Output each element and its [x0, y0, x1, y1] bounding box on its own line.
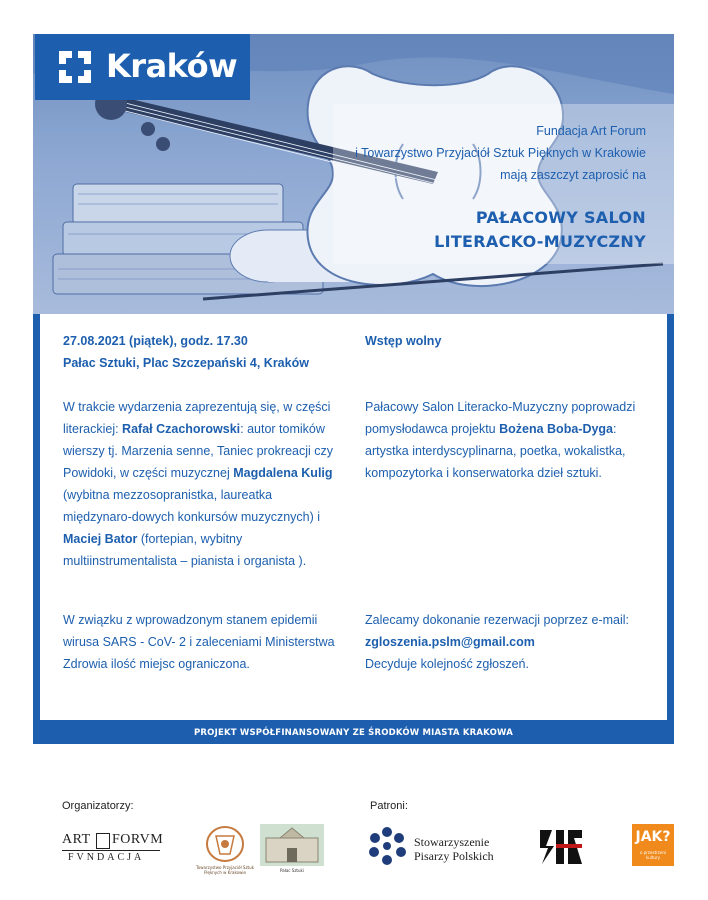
performer-name: Maciej Bator [63, 532, 138, 546]
jak-subtitle: o przestrzeni kultury [640, 850, 666, 860]
organizers-label: Organizatorzy: [62, 800, 134, 812]
invitation-line-1: Fundacja Art Forum [536, 124, 646, 138]
jak-title: JAK? [635, 829, 671, 845]
entry-free: Wstęp wolny [365, 334, 442, 348]
email-link[interactable]: zgloszenia.pslm@gmail.com [365, 635, 535, 649]
reservation-order-line: Decyduje kolejność zgłoszeń. [365, 657, 529, 671]
epidemic-notice [63, 609, 348, 675]
reservation-info [365, 609, 655, 675]
event-title-line-1: PAŁACOWY SALON [475, 208, 646, 227]
performer-name: Magdalena Kulig [233, 466, 333, 480]
event-title [434, 206, 646, 254]
entry-info [365, 330, 645, 352]
art-forum-logo[interactable] [62, 832, 164, 866]
palac-sztuki-logo[interactable] [260, 824, 324, 880]
spp-name-line-2: Pisarzy Polskich [414, 849, 494, 863]
spam-logo[interactable] [538, 826, 584, 866]
palac-caption: Pałac Sztuki [280, 868, 304, 873]
reservation-line: Zalecamy dokonanie rezerwacji poprzez e-mail: [365, 613, 630, 627]
desc-text: : artystka interdyscyplinarna, poetka, wokalistka, kompozytorka i konserwatorka dzieł sztuki. [365, 422, 626, 480]
invitation-text [355, 120, 646, 186]
event-venue: Pałac Sztuki, Plac Szczepański 4, Kraków [63, 356, 309, 370]
krakow-logo[interactable] [35, 34, 250, 100]
host-paragraph [365, 396, 645, 484]
column-icon [96, 833, 110, 849]
desc-text: W trakcie wydarzenia zaprezentują się, w części literackiej: [63, 400, 331, 436]
event-details [63, 330, 353, 374]
palace-building-icon [260, 824, 324, 866]
notice-text: W związku z wprowadzonym stanem epidemii wirusa SARS - CoV- 2 i zaleceniami Ministerstwa Zdrowia ilość miejsc ograniczona. [63, 613, 335, 671]
tpsp-emblem-icon [194, 824, 256, 864]
brand-name: Kraków [106, 47, 238, 85]
patrons-label: Patroni: [370, 800, 408, 812]
performer-name: Rafał Czachorowski [122, 422, 241, 436]
desc-text: (wybitna mezzosopranistka, laureatka międzynaro-dowych konkursów muzycznych) i [63, 488, 321, 524]
host-name: Bożena Boba-Dyga [499, 422, 614, 436]
spp-name-line-1: Stowarzyszenie [414, 835, 490, 849]
tpsp-logo[interactable] [194, 824, 256, 880]
art-forum-word-1: ART [62, 832, 91, 847]
desc-text: (fortepian, wybitny multiinstrumentalista – pianista i organista ). [63, 532, 307, 568]
art-forum-subtitle: FVNDACJA [68, 852, 145, 863]
event-date: 27.08.2021 (piątek), godz. 17.30 [63, 334, 248, 348]
performers-paragraph [63, 396, 343, 572]
art-forum-word-2: FORVM [112, 832, 164, 847]
invitation-line-3: mają zaszczyt zaprosić na [500, 168, 646, 182]
desc-text: : autor tomików wierszy tj. Marzenia senne, Taniec prokreacji czy Powidoki, w części muzycznej [63, 422, 334, 480]
spp-star-icon [366, 826, 408, 866]
spam-graphic-icon [538, 826, 584, 866]
spp-logo[interactable] [366, 826, 506, 866]
tpsp-caption: Towarzystwo Przyjaciół Sztuk Pięknych w Krakowie [196, 865, 254, 875]
funding-bar: PROJEKT WSPÓŁFINANSOWANY ZE ŚRODKÓW MIASTA KRAKOWA [193, 728, 513, 738]
content-panel [40, 314, 667, 720]
jak-logo[interactable] [632, 824, 674, 866]
event-title-line-2: LITERACKO-MUZYCZNY [434, 232, 646, 251]
krakow-mark-icon [57, 49, 93, 85]
desc-text: Pałacowy Salon Literacko-Muzyczny poprowadzi pomysłodawca projektu [365, 400, 636, 436]
invitation-line-2: i Towarzystwo Przyjaciół Sztuk Pięknych w Krakowie [355, 146, 646, 160]
